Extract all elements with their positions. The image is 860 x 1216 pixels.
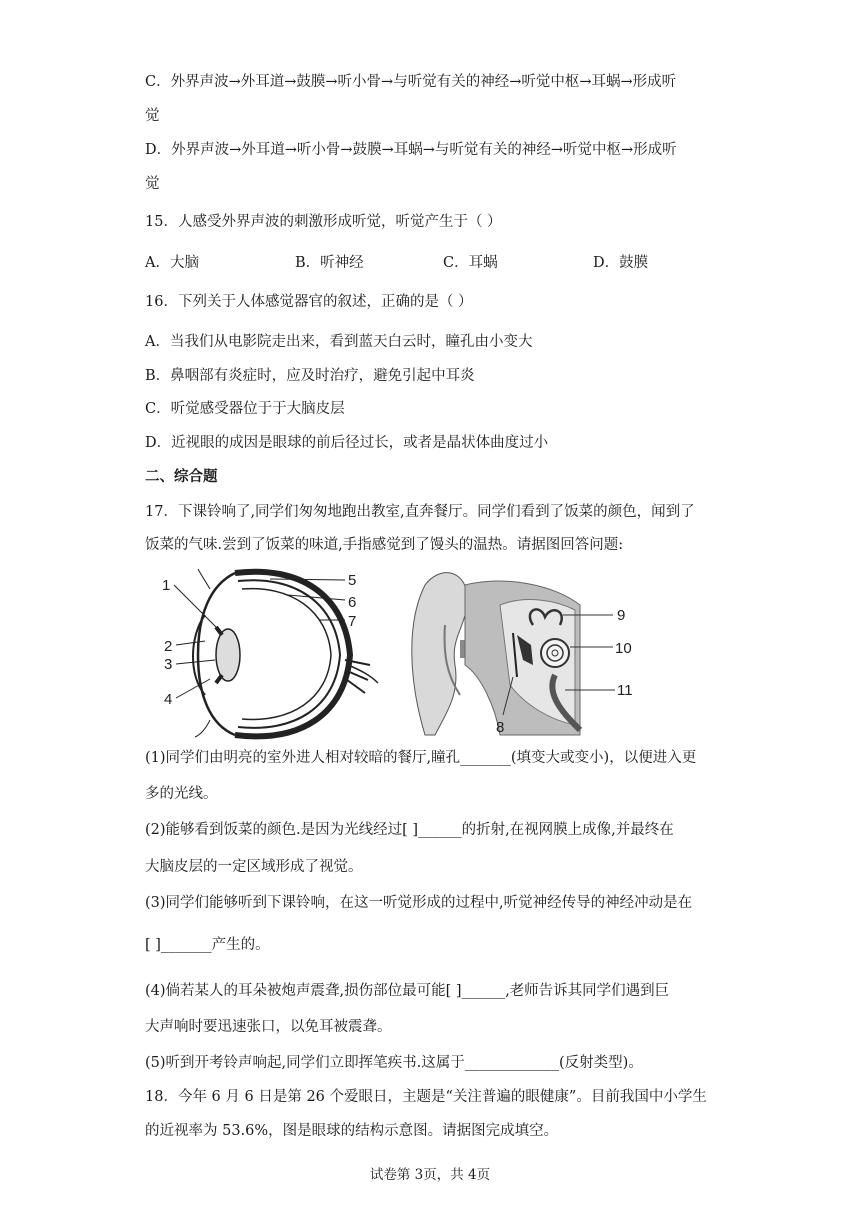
ear-label-8: 8 (496, 719, 505, 736)
q17-part3-line2: [ ]_______产生的。 (145, 937, 270, 953)
q14-option-d-line1: D．外界声波→外耳道→听小骨→鼓膜→耳蜗→与听觉有关的神经→听觉中枢→形成听 (145, 142, 677, 158)
q16-option-a: A．当我们从电影院走出来，看到蓝天白云时，瞳孔由小变大 (145, 334, 533, 350)
q17-part1-line2: 多的光线。 (145, 786, 218, 802)
q16-option-d: D．近视眼的成因是眼球的前后径过长，或者是晶状体曲度过小 (145, 435, 549, 451)
q16-stem: 16．下列关于人体感觉器官的叙述，正确的是（ ） (145, 294, 473, 310)
eye-label-6: 6 (348, 594, 357, 611)
eye-label-2: 2 (164, 638, 173, 655)
q17-part1-line1: (1)同学们由明亮的室外进人相对较暗的餐厅,瞳孔_______(填变大或变小)，以便进入更 (145, 750, 697, 766)
ear-label-10: 10 (615, 640, 632, 657)
q17-stem-line2: 饭菜的气味.尝到了饭菜的味道,手指感觉到了馒头的温热。请据图回答问题: (145, 537, 624, 553)
eye-label-7: 7 (348, 613, 357, 630)
q18-stem-line1: 18．今年 6 月 6 日是第 26 个爱眼日，主题是“关注普遍的眼健康”。目前我国中小学生 (145, 1089, 707, 1105)
q18-stem-line2: 的近视率为 53.6%，图是眼球的结构示意图。请据图完成填空。 (145, 1123, 559, 1139)
ear-diagram (405, 569, 615, 737)
eye-label-5: 5 (348, 572, 357, 589)
q15-stem: 15．人感受外界声波的刺激形成听觉，听觉产生于（ ） (145, 214, 502, 230)
q16-option-c: C．听觉感受器位于于大脑皮层 (145, 401, 345, 417)
eye-label-1: 1 (162, 577, 171, 594)
q17-part4-line2: 大声响时要迅速张口，以免耳被震聋。 (145, 1019, 392, 1035)
q17-part5: (5)听到开考铃声响起,同学们立即挥笔疾书.这属于_____________(反射类型)。 (145, 1055, 643, 1071)
q17-part2-line1: (2)能够看到饭菜的颜色.是因为光线经过[ ]______的折射,在视网膜上成像,并最终在 (145, 822, 674, 838)
q14-option-c-line1: C．外界声波→外耳道→鼓膜→听小骨→与听觉有关的神经→听觉中枢→耳蜗→形成听 (145, 74, 677, 90)
ear-label-9: 9 (617, 607, 626, 624)
q15-option-c: C．耳蜗 (443, 255, 498, 271)
page-footer: 试卷第 3页，共 4页 (369, 1167, 491, 1183)
q15-option-a: A．大脑 (145, 255, 199, 271)
q17-stem-line1: 17．下课铃响了,同学们匆匆地跑出教室,直奔餐厅。同学们看到了饭菜的颜色，闻到了 (145, 504, 695, 520)
q16-option-b: B．鼻咽部有炎症时，应及时治疗，避免引起中耳炎 (145, 368, 475, 384)
q17-part4-line1: (4)倘若某人的耳朵被炮声震聋,损伤部位最可能[ ]______,老师告诉其同学们遇到巨 (145, 983, 670, 999)
q14-option-c-line2: 觉 (145, 108, 160, 124)
ear-label-11: 11 (617, 682, 633, 699)
q17-part2-line2: 大脑皮层的一定区域形成了视觉。 (145, 859, 363, 875)
section-heading: 二、综合题 (145, 468, 218, 485)
q17-part3-line1: (3)同学们能够听到下课铃响，在这一听觉形成的过程中,听觉神经传导的神经冲动是在 (145, 895, 693, 911)
q14-option-d-line2: 觉 (145, 176, 160, 192)
eye-label-4: 4 (164, 691, 173, 708)
eye-ear-diagram (150, 565, 650, 745)
eye-label-3: 3 (164, 656, 173, 673)
q15-option-b: B．听神经 (295, 255, 364, 271)
q15-option-d: D．鼓膜 (593, 255, 649, 271)
